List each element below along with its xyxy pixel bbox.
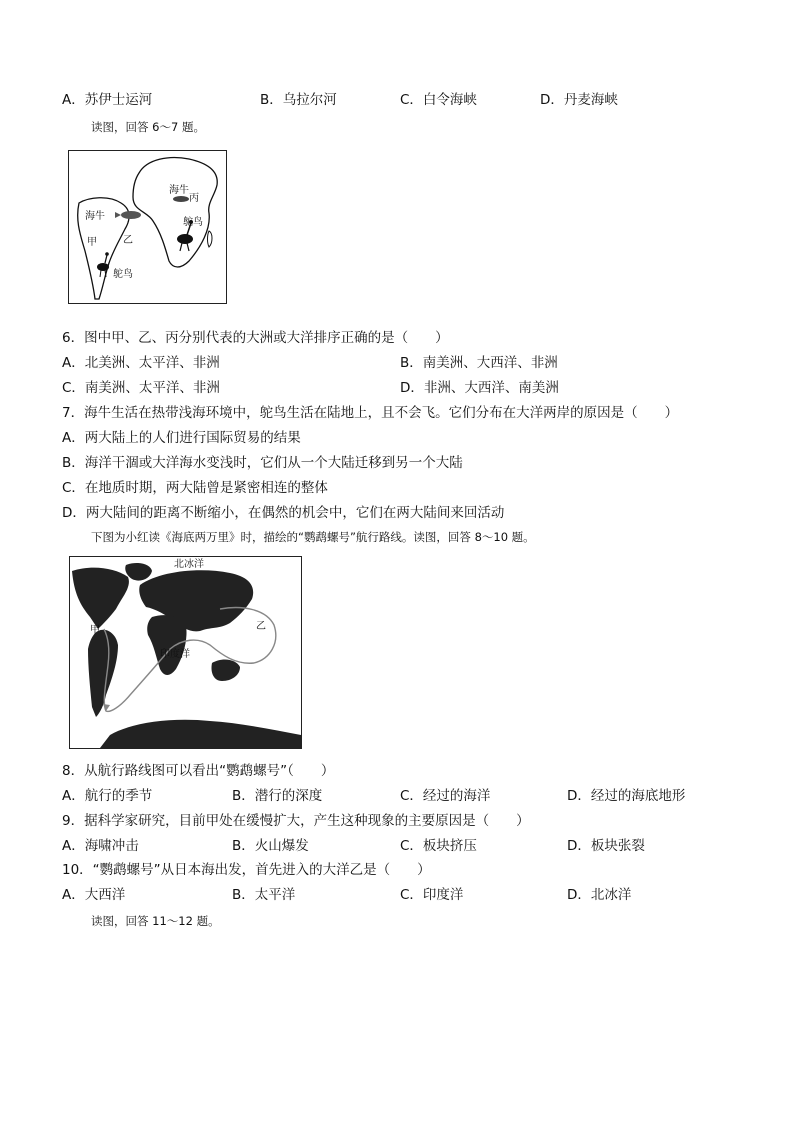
map2-label-arctic: 北冰洋 bbox=[174, 559, 204, 570]
map-nautilus-route bbox=[69, 556, 302, 749]
q9-option-b: B．火山爆发 bbox=[232, 838, 309, 854]
q9-stem: 9．据科学家研究，目前甲处在缓慢扩大，产生这种现象的主要原因是（ ） bbox=[62, 813, 530, 829]
q5-option-a: A．苏伊士运河 bbox=[62, 92, 153, 108]
q10-stem: 10．“鹦鹉螺号”从日本海出发，首先进入的大洋乙是（ ） bbox=[62, 862, 431, 878]
q9-option-d: D．板块张裂 bbox=[567, 838, 645, 854]
q7-option-b: B．海洋干涸或大洋海水变浅时，它们从一个大陆迁移到另一个大陆 bbox=[62, 455, 463, 471]
q6-stem: 6．图中甲、乙、丙分别代表的大洲或大洋排序正确的是（ ） bbox=[62, 330, 449, 346]
map1-label-ostrich-africa: 鸵鸟 bbox=[183, 217, 203, 228]
q5-option-d: D．丹麦海峡 bbox=[540, 92, 618, 108]
q9-option-a: A．海啸冲击 bbox=[62, 838, 139, 854]
map1-label-yi: 乙 bbox=[123, 235, 133, 246]
q8-option-d: D．经过的海底地形 bbox=[567, 788, 686, 804]
q8-stem: 8．从航行路线图可以看出“鹦鹉螺号”（ ） bbox=[62, 763, 335, 779]
q10-option-c: C．印度洋 bbox=[400, 887, 464, 903]
map1-label-ostrich-america: 鸵鸟 bbox=[113, 269, 133, 280]
q5-option-b: B．乌拉尔河 bbox=[260, 92, 337, 108]
q7-option-c: C．在地质时期，两大陆曾是紧密相连的整体 bbox=[62, 480, 328, 496]
map2-label-yi: 乙 bbox=[256, 621, 266, 632]
map1-label-bing: 丙 bbox=[189, 193, 199, 204]
q10-option-d: D．北冰洋 bbox=[567, 887, 632, 903]
q9-option-c: C．板块挤压 bbox=[400, 838, 477, 854]
q7-stem: 7．海牛生活在热带浅海环境中，鸵鸟生活在陆地上，且不会飞。它们分布在大洋两岸的原因是（ ） bbox=[62, 405, 679, 421]
q6-option-d: D．非洲、大西洋、南美洲 bbox=[400, 380, 559, 396]
q6-option-a: A．北美洲、太平洋、非洲 bbox=[62, 355, 220, 371]
intro-8-10: 下图为小红读《海底两万里》时，描绘的“鹦鹉螺号”航行路线。读图，回答 8～10 题。 bbox=[91, 530, 535, 544]
q7-option-a: A．两大陆上的人们进行国际贸易的结果 bbox=[62, 430, 301, 446]
q7-option-d: D．两大陆间的距离不断缩小，在偶然的机会中，它们在两大陆间来回活动 bbox=[62, 505, 505, 521]
q10-option-b: B．太平洋 bbox=[232, 887, 296, 903]
intro-11-12: 读图，回答 11～12 题。 bbox=[91, 914, 220, 928]
map2-label-indian: 印度洋 bbox=[160, 649, 190, 660]
q10-option-a: A．大西洋 bbox=[62, 887, 126, 903]
intro-6-7: 读图，回答 6～7 题。 bbox=[91, 120, 205, 134]
map2-label-jia: 甲 bbox=[90, 625, 100, 636]
q6-option-c: C．南美洲、太平洋、非洲 bbox=[62, 380, 220, 396]
map1-label-manatee-america: 海牛 bbox=[85, 211, 105, 222]
q8-option-c: C．经过的海洋 bbox=[400, 788, 491, 804]
q6-option-b: B．南美洲、大西洋、非洲 bbox=[400, 355, 558, 371]
map-africa-south-america bbox=[68, 150, 227, 304]
map1-label-manatee-africa: 海牛 bbox=[169, 185, 189, 196]
q5-option-c: C．白令海峡 bbox=[400, 92, 477, 108]
q8-option-b: B．潜行的深度 bbox=[232, 788, 323, 804]
map1-label-jia: 甲 bbox=[87, 237, 97, 248]
q8-option-a: A．航行的季节 bbox=[62, 788, 153, 804]
